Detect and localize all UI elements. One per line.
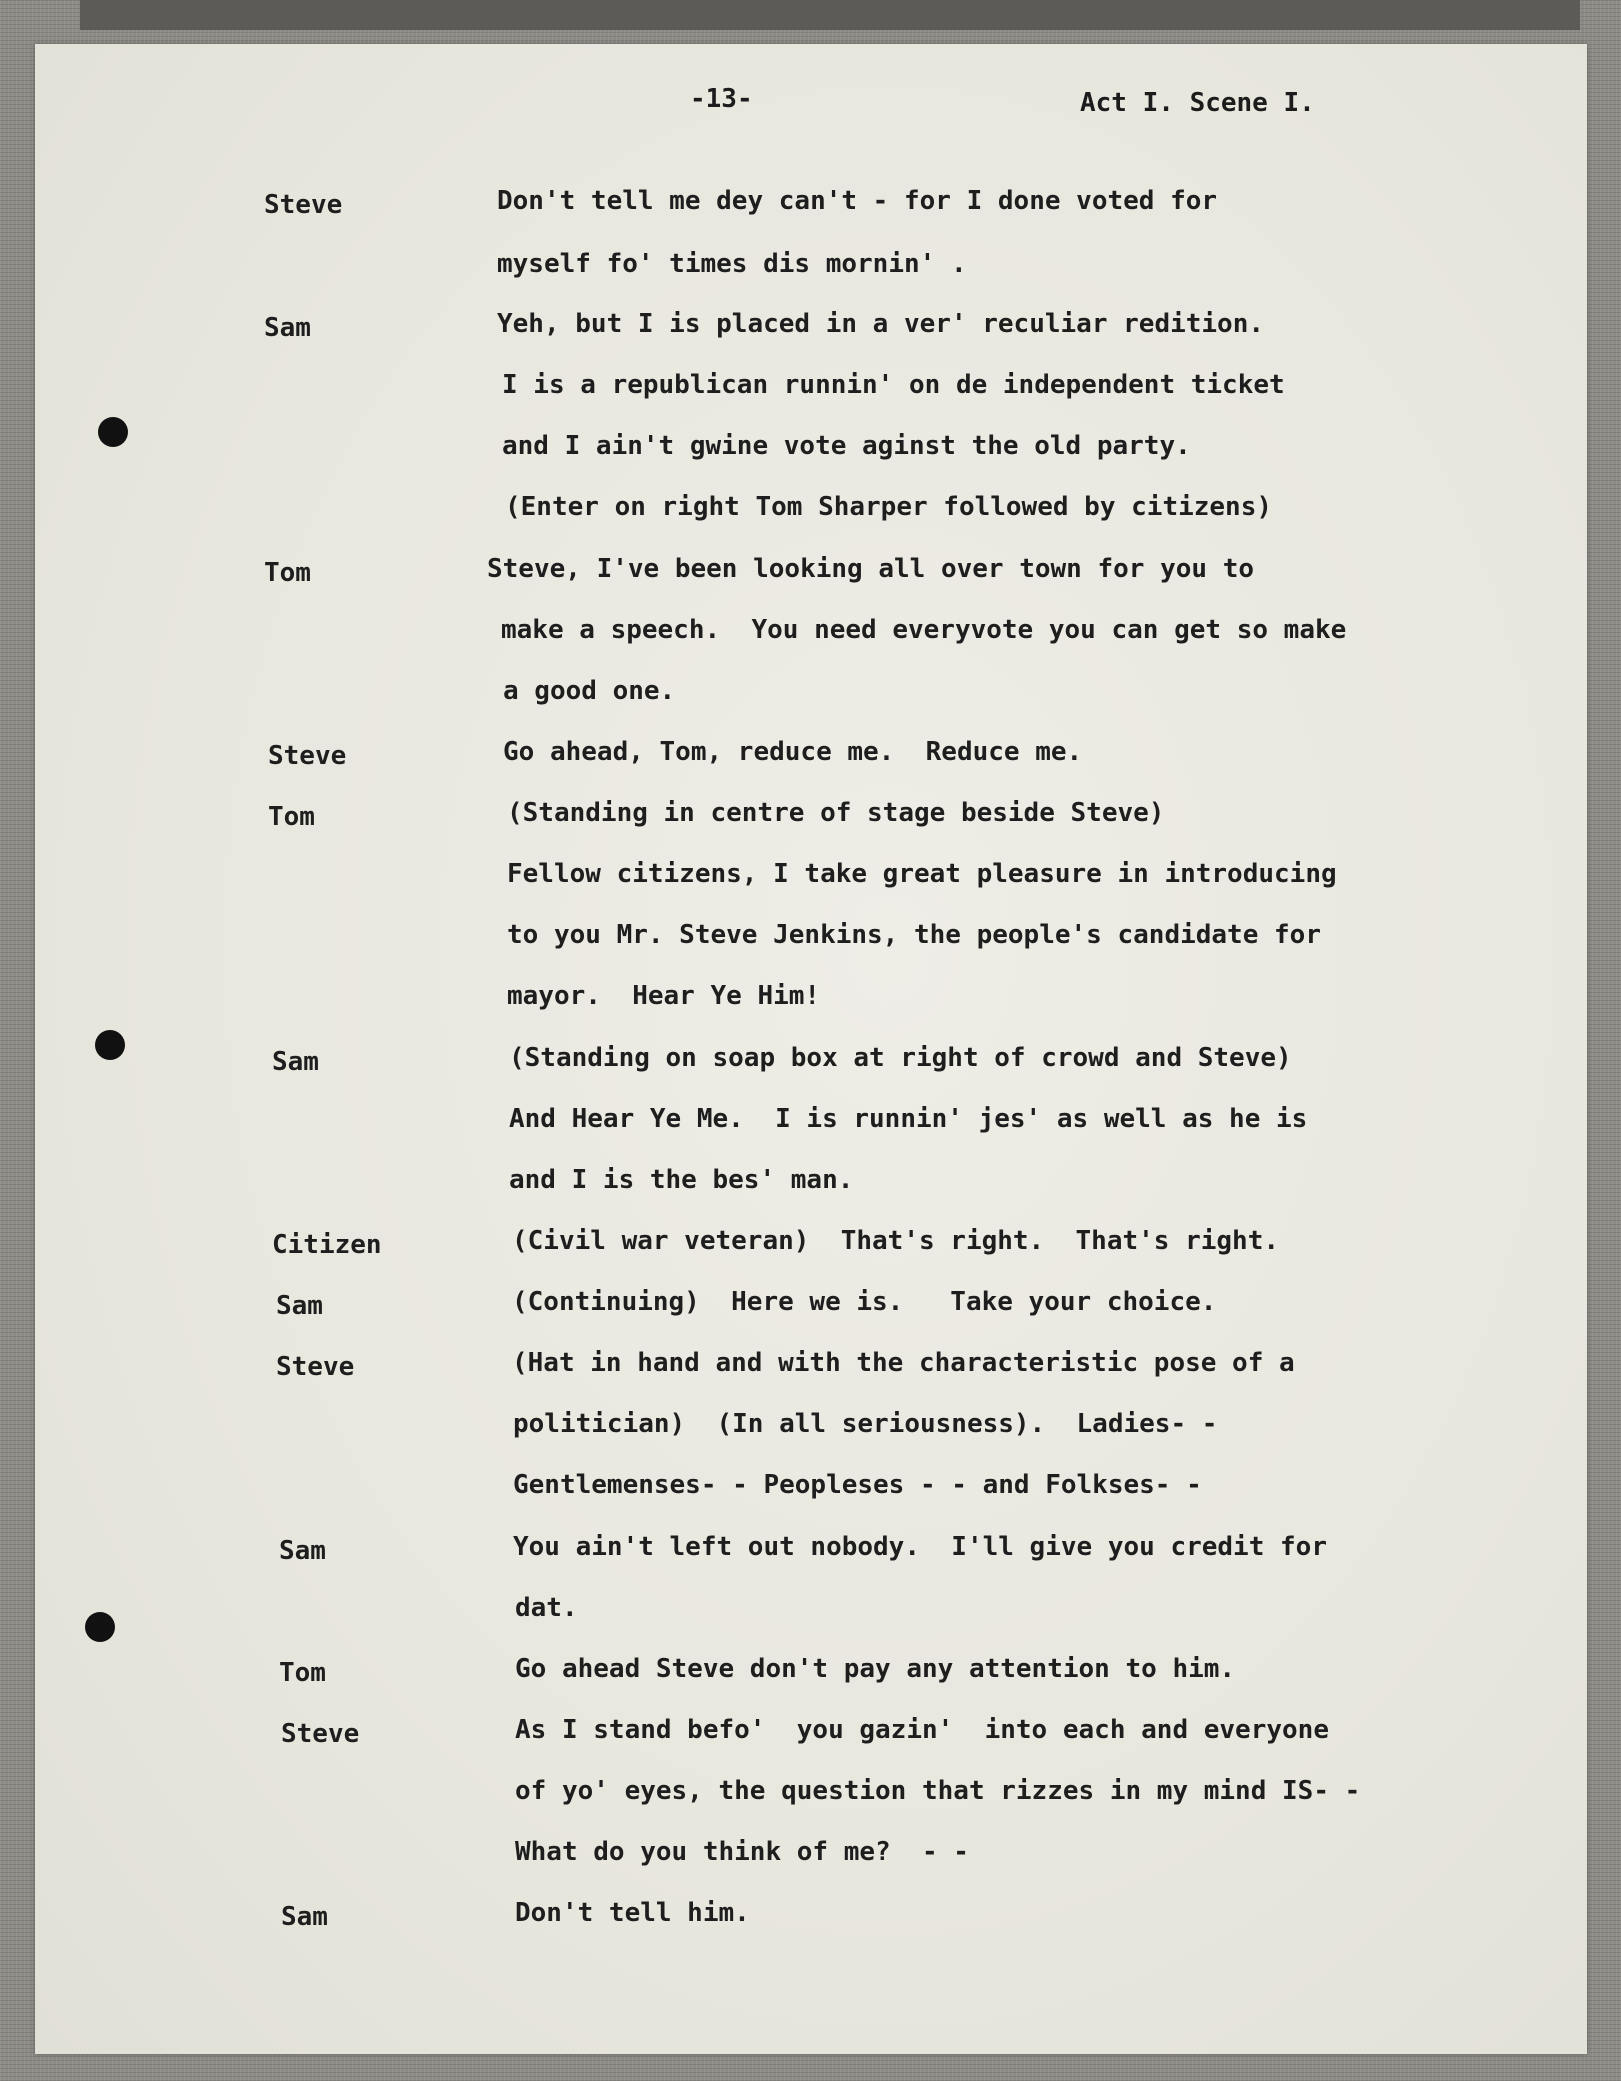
dialogue-line: Go ahead, Tom, reduce me. Reduce me.: [503, 737, 1083, 767]
dialogue-line: (Hat in hand and with the characteristic pose of a: [512, 1348, 1295, 1378]
dialogue-line: to you Mr. Steve Jenkins, the people's candidate for: [507, 920, 1321, 950]
dialogue-line: dat.: [515, 1593, 578, 1623]
dialogue-line: (Standing in centre of stage beside Steve): [507, 798, 1165, 828]
dialogue-line: Yeh, but I is placed in a ver' reculiar redition.: [497, 309, 1265, 339]
speaker-name: Steve: [264, 190, 343, 220]
dialogue-line: Fellow citizens, I take great pleasure in introducing: [507, 859, 1337, 889]
dialogue-line: You ain't left out nobody. I'll give you credit for: [513, 1532, 1327, 1562]
speaker-name: Sam: [279, 1536, 326, 1566]
speaker-name: Tom: [264, 558, 311, 588]
speaker-name: Steve: [268, 741, 347, 771]
scan-background-strip: [80, 0, 1580, 30]
dialogue-line: a good one.: [503, 676, 676, 706]
dialogue-line: (Civil war veteran) That's right. That's right.: [512, 1226, 1280, 1256]
dialogue-line: And Hear Ye Me. I is runnin' jes' as well as he is: [509, 1104, 1308, 1134]
dialogue-line: (Standing on soap box at right of crowd and Steve): [509, 1043, 1292, 1073]
dialogue-line: What do you think of me? - -: [515, 1837, 969, 1867]
dialogue-line: of yo' eyes, the question that rizzes in my mind IS- -: [515, 1776, 1361, 1806]
dialogue-line: and I ain't gwine vote aginst the old party.: [502, 431, 1191, 461]
speaker-name: Steve: [281, 1719, 360, 1749]
dialogue-line: Gentlemenses- - Peopleses - - and Folkses- -: [513, 1470, 1202, 1500]
speaker-name: Sam: [276, 1291, 323, 1321]
speaker-name: Citizen: [272, 1230, 382, 1260]
speaker-name: Steve: [276, 1352, 355, 1382]
dialogue-line: mayor. Hear Ye Him!: [507, 981, 821, 1011]
dialogue-line: (Enter on right Tom Sharper followed by citizens): [505, 492, 1273, 522]
dialogue-line: and I is the bes' man.: [509, 1165, 854, 1195]
speaker-name: Sam: [264, 313, 311, 343]
punch-hole-bottom: [85, 1612, 115, 1642]
dialogue-line: I is a republican runnin' on de independent ticket: [502, 370, 1285, 400]
dialogue-line: As I stand befo' you gazin' into each and everyone: [515, 1715, 1329, 1745]
speaker-name: Sam: [281, 1902, 328, 1932]
dialogue-line: politician) (In all seriousness). Ladies- -: [513, 1409, 1218, 1439]
act-scene-heading: Act I. Scene I.: [1080, 88, 1315, 118]
speaker-name: Tom: [268, 802, 315, 832]
speaker-name: Sam: [272, 1047, 319, 1077]
dialogue-line: Steve, I've been looking all over town for you to: [487, 554, 1255, 584]
dialogue-line: myself fo' times dis mornin' .: [497, 249, 967, 279]
dialogue-line: Go ahead Steve don't pay any attention to him.: [515, 1654, 1236, 1684]
speaker-name: Tom: [279, 1658, 326, 1688]
punch-hole-top: [98, 417, 128, 447]
dialogue-line: make a speech. You need everyvote you can get so make: [501, 615, 1347, 645]
dialogue-line: (Continuing) Here we is. Take your choice.: [512, 1287, 1217, 1317]
page-number: -13-: [690, 84, 753, 114]
punch-hole-middle: [95, 1030, 125, 1060]
dialogue-line: Don't tell him.: [515, 1898, 750, 1928]
dialogue-line: Don't tell me dey can't - for I done voted for: [497, 186, 1218, 216]
